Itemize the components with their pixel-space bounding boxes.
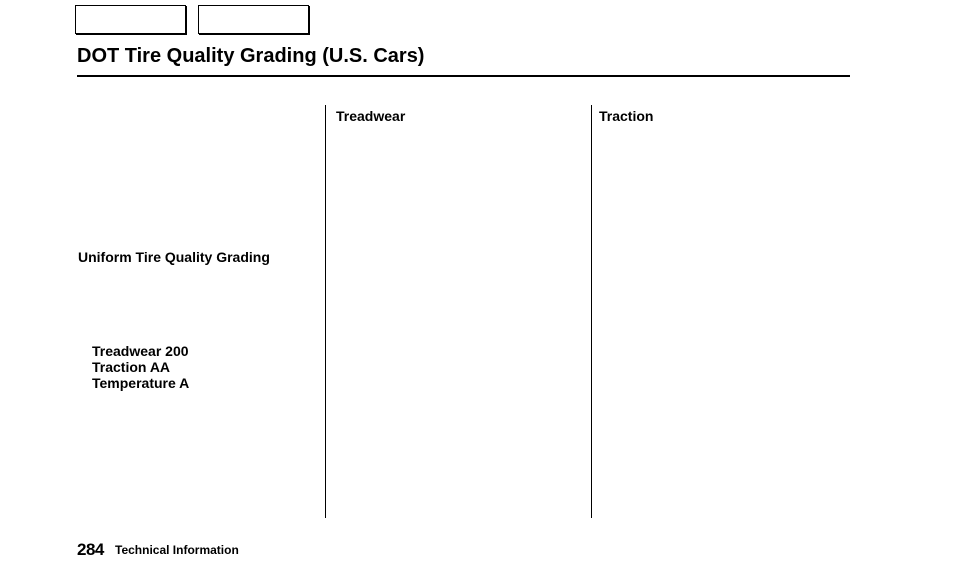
title-divider: [77, 75, 850, 77]
example-line-temperature: Temperature A: [92, 375, 190, 391]
section-heading: Uniform Tire Quality Grading: [78, 249, 270, 265]
column-divider-2: [591, 105, 592, 518]
page-title: DOT Tire Quality Grading (U.S. Cars): [77, 45, 425, 67]
column-divider-1: [325, 105, 326, 518]
column-heading-treadwear: Treadwear: [336, 108, 406, 124]
nav-button-1[interactable]: [75, 5, 186, 34]
page-number: 284: [77, 540, 104, 559]
example-line-traction: Traction AA: [92, 359, 171, 375]
grading-example-list: [92, 343, 189, 391]
example-line-treadwear: Treadwear 200: [92, 343, 189, 359]
nav-button-2[interactable]: [198, 5, 309, 34]
footer-section-label: Technical Information: [115, 543, 239, 557]
column-heading-traction: Traction: [599, 108, 654, 124]
